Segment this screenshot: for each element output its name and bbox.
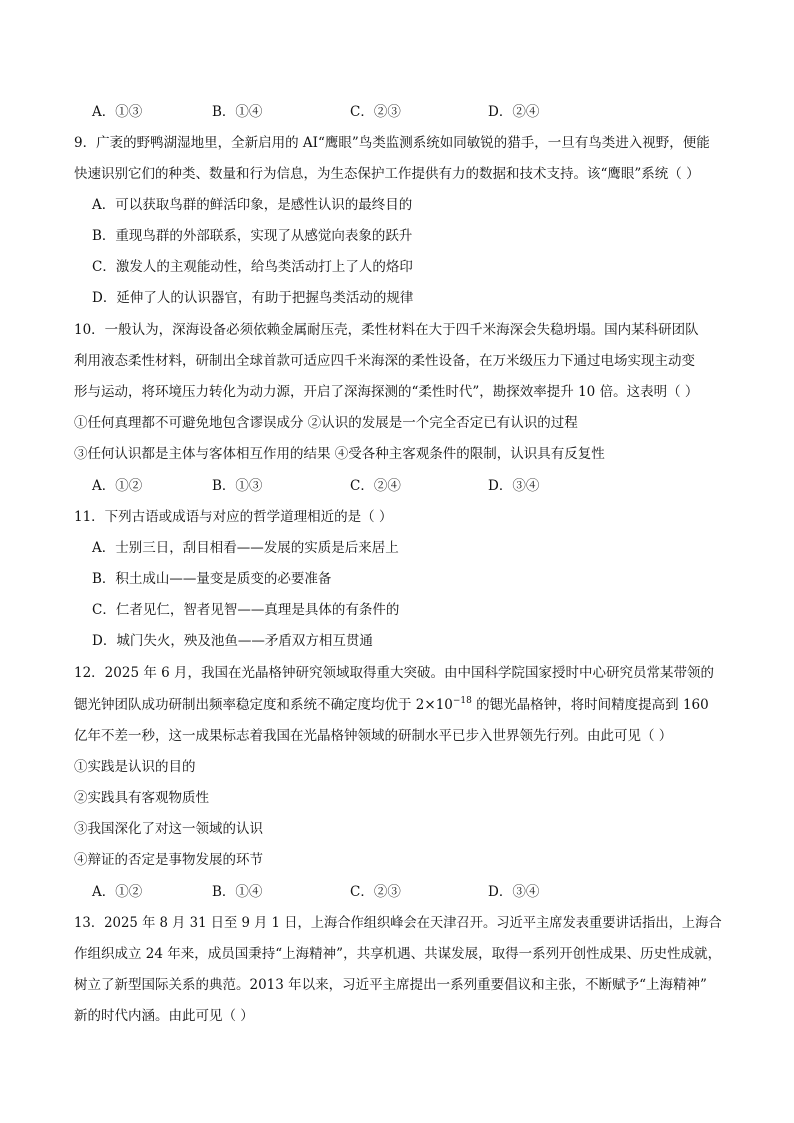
q12-stem-line-2 [74, 695, 709, 715]
q12-statement-4: ④辩证的否定是事物发展的环节 [74, 852, 263, 868]
q10-option-b: B．①③ [212, 478, 263, 494]
q12-math-base: 2×10 [415, 697, 453, 713]
q8-option-c: C．②③ [350, 104, 401, 120]
q13-stem-line-4: 新的时代内涵。由此可见（ ） [74, 1008, 254, 1024]
q9-choice-a: A．可以获取鸟群的鲜活印象，是感性认识的最终目的 [92, 197, 413, 213]
q13-stem-line-1: 13．2025 年 8 月 31 日至 9 月 1 日，上海合作组织峰会在天津召开。习近平主席发表重要讲话指出，上海合 [74, 915, 722, 931]
q10-option-d: D．③④ [488, 478, 540, 494]
q11-choice-c: C．仁者见仁，智者见智——真理是具体的有条件的 [92, 602, 400, 618]
q8-option-d: D．②④ [488, 104, 540, 120]
q10-statements-3-4: ③任何认识都是主体与客体相互作用的结果 ④受各种主客观条件的限制，认识具有反复性 [74, 446, 605, 462]
q10-stem-line-2: 利用液态柔性材料，研制出全球首款可适应四千米海深的柔性设备，在万米级压力下通过电场实现主动变 [74, 353, 695, 369]
q9-stem-line-1: 9．广袤的野鸭湖湿地里，全新启用的 AI“鹰眼”鸟类监测系统如同敏锐的猎手，一旦有鸟类进入视野，便能 [74, 135, 710, 151]
q12-statement-2: ②实践具有客观物质性 [74, 790, 209, 806]
q8-option-a: A．①③ [92, 104, 143, 120]
q12-statement-3: ③我国深化了对这一领域的认识 [74, 821, 263, 837]
q12-option-a: A．①② [92, 884, 143, 900]
q11-choice-a: A．士别三日，刮目相看——发展的实质是后来居上 [92, 540, 399, 556]
q12-option-b: B．①④ [212, 884, 263, 900]
q12-line2-after: 的锶光晶格钟，将时间精度提高到 160 [471, 697, 709, 713]
q12-math-value [416, 697, 472, 713]
q12-statement-1: ①实践是认识的目的 [74, 759, 196, 775]
q9-choice-d: D．延伸了人的认识器官，有助于把握鸟类活动的规律 [92, 290, 414, 306]
q11-choice-d: D．城门失火，殃及池鱼——矛盾双方相互贯通 [92, 633, 373, 649]
q12-line2-before: 锶光钟团队成功研制出频率稳定度和系统不确定度均优于 [74, 697, 416, 713]
q13-stem-line-2: 作组织成立 24 年来，成员国秉持“上海精神”，共享机遇、共谋发展，取得一系列开创性成果、历史性成就， [74, 946, 722, 962]
q9-stem-line-2: 快速识别它们的种类、数量和行为信息，为生态保护工作提供有力的数据和技术支持。该“鹰眼”系统（ ） [74, 166, 700, 182]
q12-math-exponent: −18 [452, 696, 472, 706]
q10-statements-1-2: ①任何真理都不可避免地包含谬误成分 ②认识的发展是一个完全否定已有认识的过程 [74, 415, 578, 431]
q12-stem-line-1: 12．2025 年 6 月，我国在光晶格钟研究领域取得重大突破。由中国科学院国家授时中心研究员常某带领的 [74, 665, 714, 681]
q10-stem-line-1: 10．一般认为，深海设备必须依赖金属耐压壳，柔性材料在大于四千米海深会失稳坍塌。国内某科研团队 [74, 322, 699, 338]
q12-option-c: C．②③ [350, 884, 401, 900]
q9-choice-c: C．激发人的主观能动性，给鸟类活动打上了人的烙印 [92, 259, 413, 275]
q12-option-d: D．③④ [488, 884, 540, 900]
q10-option-c: C．②④ [350, 478, 401, 494]
q10-stem-line-3: 形与运动，将环境压力转化为动力源，开启了深海探测的“柔性时代”，勘探效率提升 10 倍。这表明（ ） [74, 384, 699, 400]
q13-stem-line-3: 树立了新型国际关系的典范。2013 年以来，习近平主席提出一系列重要倡议和主张，不断赋予“上海精神” [74, 977, 707, 993]
q9-choice-b: B．重现鸟群的外部联系，实现了从感觉向表象的跃升 [92, 228, 413, 244]
q12-stem-line-3: 亿年不差一秒，这一成果标志着我国在光晶格钟领域的研制水平已步入世界领先行列。由此可见（ ） [74, 728, 673, 744]
q8-option-b: B．①④ [212, 104, 263, 120]
q11-choice-b: B．积土成山——量变是质变的必要准备 [92, 571, 332, 587]
q11-stem: 11．下列古语或成语与对应的哲学道理相近的是（ ） [74, 509, 393, 525]
q10-option-a: A．①② [92, 478, 143, 494]
